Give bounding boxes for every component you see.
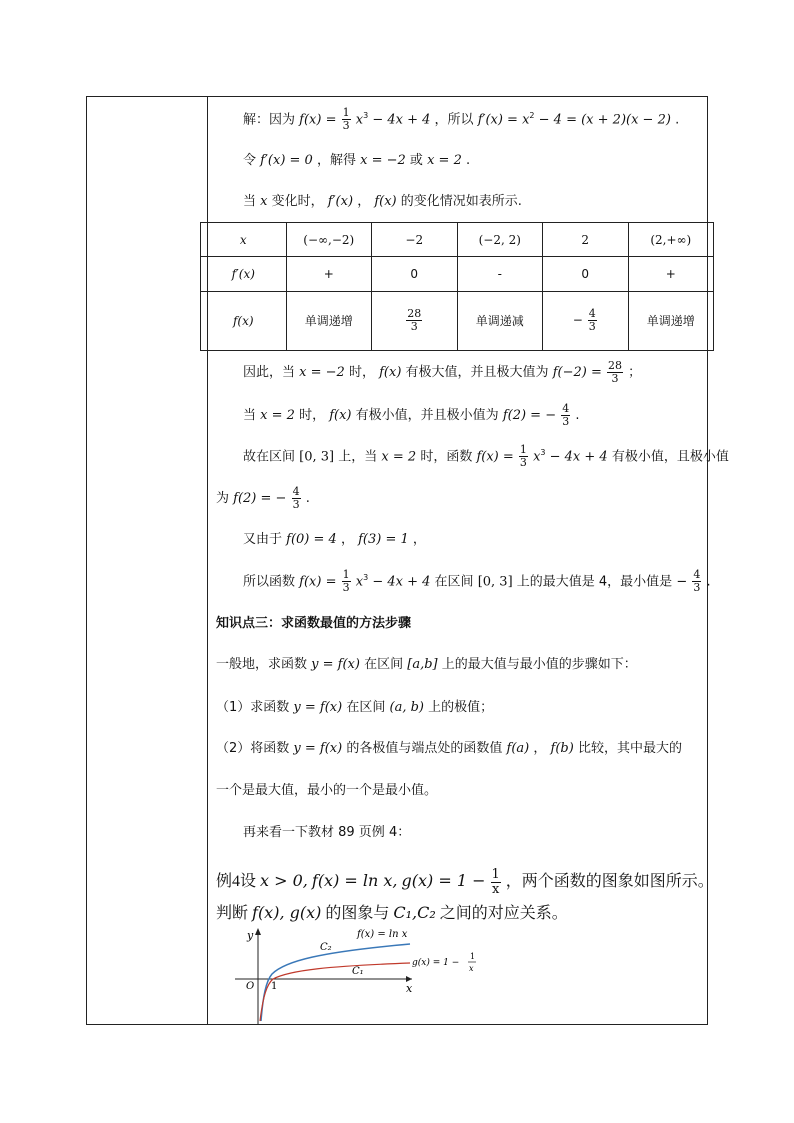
text: . <box>305 491 310 506</box>
knowledge-line-4: 一个是最大值，最小的一个是最小值。 <box>216 783 438 798</box>
text: 上的最大值与最小值的步骤如下： <box>441 657 637 672</box>
text: 因此，当 <box>243 365 296 380</box>
sign: − <box>572 313 583 328</box>
math: f(x) = <box>299 574 337 590</box>
text: 时，函数 <box>420 449 473 465</box>
x-axis-label: x <box>406 982 413 995</box>
math: [0, 3] <box>299 449 335 465</box>
math: f(x) = <box>299 112 337 128</box>
math: (a, b) <box>389 700 424 715</box>
math: − 4x + 4 <box>372 574 431 590</box>
text: 当 <box>243 408 257 423</box>
table-cell: −2 <box>372 223 458 257</box>
math: f(3) = 1 <box>358 532 409 547</box>
frac-num: 4 <box>292 485 300 498</box>
math: y = f(x) <box>311 657 360 672</box>
fraction <box>607 360 623 385</box>
math: f(x) = ln x, <box>311 871 398 891</box>
math: x <box>355 112 364 128</box>
g-frac-den: x <box>469 964 474 973</box>
math: f′(x) = 0 <box>260 153 313 168</box>
math: f(−2) = <box>552 365 602 380</box>
math: f(0) = 4 <box>286 532 337 547</box>
text: . <box>706 574 711 590</box>
table-row <box>201 223 714 257</box>
math: − 4x + 4 <box>549 449 608 465</box>
frac-num: 1 <box>342 106 350 120</box>
math: f′(x) = x <box>477 112 530 128</box>
sign: − <box>676 574 688 590</box>
text: 判断 <box>216 905 249 922</box>
variation-table <box>200 222 714 351</box>
table-cell: 单调递增 <box>628 291 714 350</box>
knowledge-line-3 <box>216 739 682 759</box>
text: 在区间 <box>434 574 474 590</box>
text: ，所以 <box>434 112 474 128</box>
frac-num: 4 <box>693 568 701 582</box>
math: x = −2 <box>299 365 345 380</box>
text: 的各极值与端点处的函数值 <box>346 741 503 756</box>
math: f(x), g(x) <box>252 903 322 922</box>
table-cell: (2,+∞) <box>628 223 714 257</box>
table-cell <box>543 291 629 350</box>
fraction <box>342 569 351 594</box>
f-label: f(x) = ln x <box>357 929 408 940</box>
fraction <box>561 403 570 428</box>
frac-den: 3 <box>342 581 350 595</box>
solution-line-1: 解：因为 f(x) = $\frac{1}{3}$ $x^3 - 4x + 4$ ，所以 $f'(x) = x^2 - 4 = (x + 2)(x - 2)$ . <box>243 106 680 133</box>
math: x <box>355 574 364 590</box>
text: 有极大值，并且极大值为 <box>405 365 549 380</box>
text: . <box>465 153 471 168</box>
f-curve <box>261 944 410 1021</box>
table-cell: f(x) <box>201 291 287 350</box>
conclusion-line-5 <box>243 530 426 550</box>
frac-den: 3 <box>562 415 570 428</box>
frac-num: 4 <box>588 307 596 321</box>
text: 一般地，求函数 <box>216 657 308 672</box>
text: ； <box>628 365 642 380</box>
frac-den: 3 <box>611 372 619 385</box>
math: y = f(x) <box>293 700 343 715</box>
fraction <box>406 308 422 333</box>
fraction <box>491 868 501 897</box>
text: 的变化情况如表所示. <box>400 194 522 209</box>
text: 之间的对应关系。 <box>439 905 568 922</box>
math: y = f(x) <box>293 741 343 756</box>
math: f(a) <box>506 741 530 756</box>
frac-num: 1 <box>342 568 350 582</box>
origin-label: O <box>246 981 255 992</box>
table-cell: + <box>628 257 714 291</box>
conclusion-line-3: 故在区间 [0, 3] 上，当 x = 2 时，函数 f(x) = $\frac{1}{3}$ $x^3 - 4x + 4$ 有极小值，且极小值 <box>243 443 729 470</box>
text: 有极小值，并且极小值为 <box>355 408 499 423</box>
frac-den: 3 <box>292 498 300 511</box>
text: 比较，其中最大的 <box>577 741 682 756</box>
frac-den: 3 <box>588 320 596 334</box>
solution-line-2 <box>243 151 470 171</box>
math: x = −2 <box>360 153 406 168</box>
text: 在区间 <box>346 700 386 715</box>
table-cell: x <box>201 223 287 257</box>
text: ， <box>340 532 354 547</box>
text: 变化时， <box>271 194 324 209</box>
math: x <box>533 449 541 465</box>
text: 故在区间 <box>243 449 296 465</box>
function-graph <box>230 926 490 1026</box>
text: . <box>575 408 580 423</box>
example-line-1 <box>216 868 714 897</box>
math: f′(x) <box>327 194 354 209</box>
math: x <box>260 194 268 209</box>
frac-den: 3 <box>519 456 527 470</box>
text: 解：因为 <box>243 112 296 128</box>
math: g(x) = 1 − <box>401 871 486 891</box>
text: 时， <box>348 365 375 380</box>
frac-den: 3 <box>342 119 350 133</box>
knowledge-line-2 <box>216 698 493 718</box>
frac-den: 3 <box>693 581 701 595</box>
text: 当 <box>243 194 257 209</box>
knowledge-line-1 <box>216 655 637 675</box>
table-cell: (−∞,−2) <box>286 223 372 257</box>
math: C₁,C₂ <box>393 903 436 922</box>
c2-label: C₂ <box>320 942 332 953</box>
text: 的图象与 <box>325 905 390 922</box>
text: 上的最大值是 4，最小值是 <box>516 574 673 590</box>
y-axis-arrow <box>255 928 261 935</box>
table-cell: 2 <box>543 223 629 257</box>
math: x > 0, <box>260 871 308 891</box>
text: 上，当 <box>338 449 378 465</box>
table-cell: + <box>286 257 372 291</box>
table-cell: 单调递减 <box>457 291 543 350</box>
g-curve <box>260 963 410 1021</box>
fraction <box>692 569 701 594</box>
knowledge-line-5: 再来看一下教材 89 页例 4： <box>243 825 411 840</box>
table-cell: 单调递增 <box>286 291 372 350</box>
fraction <box>519 444 528 469</box>
text: ， <box>357 194 371 209</box>
text: 有极小值，且极小值 <box>611 449 729 465</box>
table-row <box>201 257 714 291</box>
math: − 4 = (x + 2)(x − 2) <box>538 112 671 128</box>
table-cell: 0 <box>543 257 629 291</box>
text: ，两个函数的图象如图所示。 <box>505 873 714 891</box>
frac-num: 28 <box>608 359 622 372</box>
text: 或 <box>409 153 423 168</box>
math: − 4x + 4 <box>372 112 431 128</box>
frac-num: 1 <box>519 443 527 457</box>
conclusion-line-4 <box>216 486 310 511</box>
text: 例4设 <box>216 873 257 891</box>
text: 上的极值； <box>428 700 494 715</box>
table-cell: - <box>457 257 543 291</box>
c1-label: C₁ <box>352 966 364 977</box>
conclusion-line-2 <box>243 403 580 428</box>
frac-den: 3 <box>410 320 418 334</box>
math: x = 2 <box>427 153 462 168</box>
frac-num: 28 <box>407 307 422 321</box>
text: 为 <box>216 491 230 506</box>
frac-den: x <box>491 882 500 897</box>
math: [0, 3] <box>477 574 513 590</box>
conclusion-line-1 <box>243 360 641 385</box>
math: f(x) <box>329 408 352 423</box>
fraction <box>588 308 597 333</box>
table-row <box>201 291 714 350</box>
section-heading: 知识点三：求函数最值的方法步骤 <box>216 616 412 631</box>
math: f(x) <box>379 365 402 380</box>
frac-num: 1 <box>491 867 500 882</box>
text: ，解得 <box>316 153 356 168</box>
frac-num: 4 <box>562 402 570 415</box>
table-cell <box>372 291 458 350</box>
math: f(x) <box>374 194 397 209</box>
text: 令 <box>243 153 257 168</box>
fraction <box>292 486 301 511</box>
table-cell: f′(x) <box>201 257 287 291</box>
text: ， <box>533 741 547 756</box>
table-cell: 0 <box>372 257 458 291</box>
math: f(x) = <box>476 449 514 465</box>
tick-one-label: 1 <box>271 981 278 992</box>
solution-line-3 <box>243 192 522 212</box>
y-axis-label: y <box>247 929 254 942</box>
text: （2）将函数 <box>216 741 290 756</box>
fraction <box>342 107 351 132</box>
math: x = 2 <box>381 449 417 465</box>
table-cell: (−2, 2) <box>457 223 543 257</box>
text: 时， <box>299 408 326 423</box>
text: ， <box>412 532 426 547</box>
text: 又由于 <box>243 532 283 547</box>
text: 在区间 <box>364 657 404 672</box>
g-label: g(x) = 1 − <box>412 958 460 968</box>
g-frac-num: 1 <box>470 952 476 961</box>
math: f(2) = − <box>502 408 557 423</box>
text: 所以函数 <box>243 574 296 590</box>
conclusion-line-6: 所以函数 f(x) = $\frac{1}{3}$ $x^3 - 4x + 4$ 在区间 [0, 3] 上的最大值是 4，最小值是 − $\frac{4}{3}$ . <box>243 568 711 595</box>
example-line-2 <box>216 900 568 927</box>
math: f(2) = − <box>233 491 287 506</box>
math: [a,b] <box>407 657 438 672</box>
math: f(b) <box>550 741 574 756</box>
text: . <box>675 112 680 128</box>
math: x = 2 <box>260 408 295 423</box>
text: （1）求函数 <box>216 700 290 715</box>
